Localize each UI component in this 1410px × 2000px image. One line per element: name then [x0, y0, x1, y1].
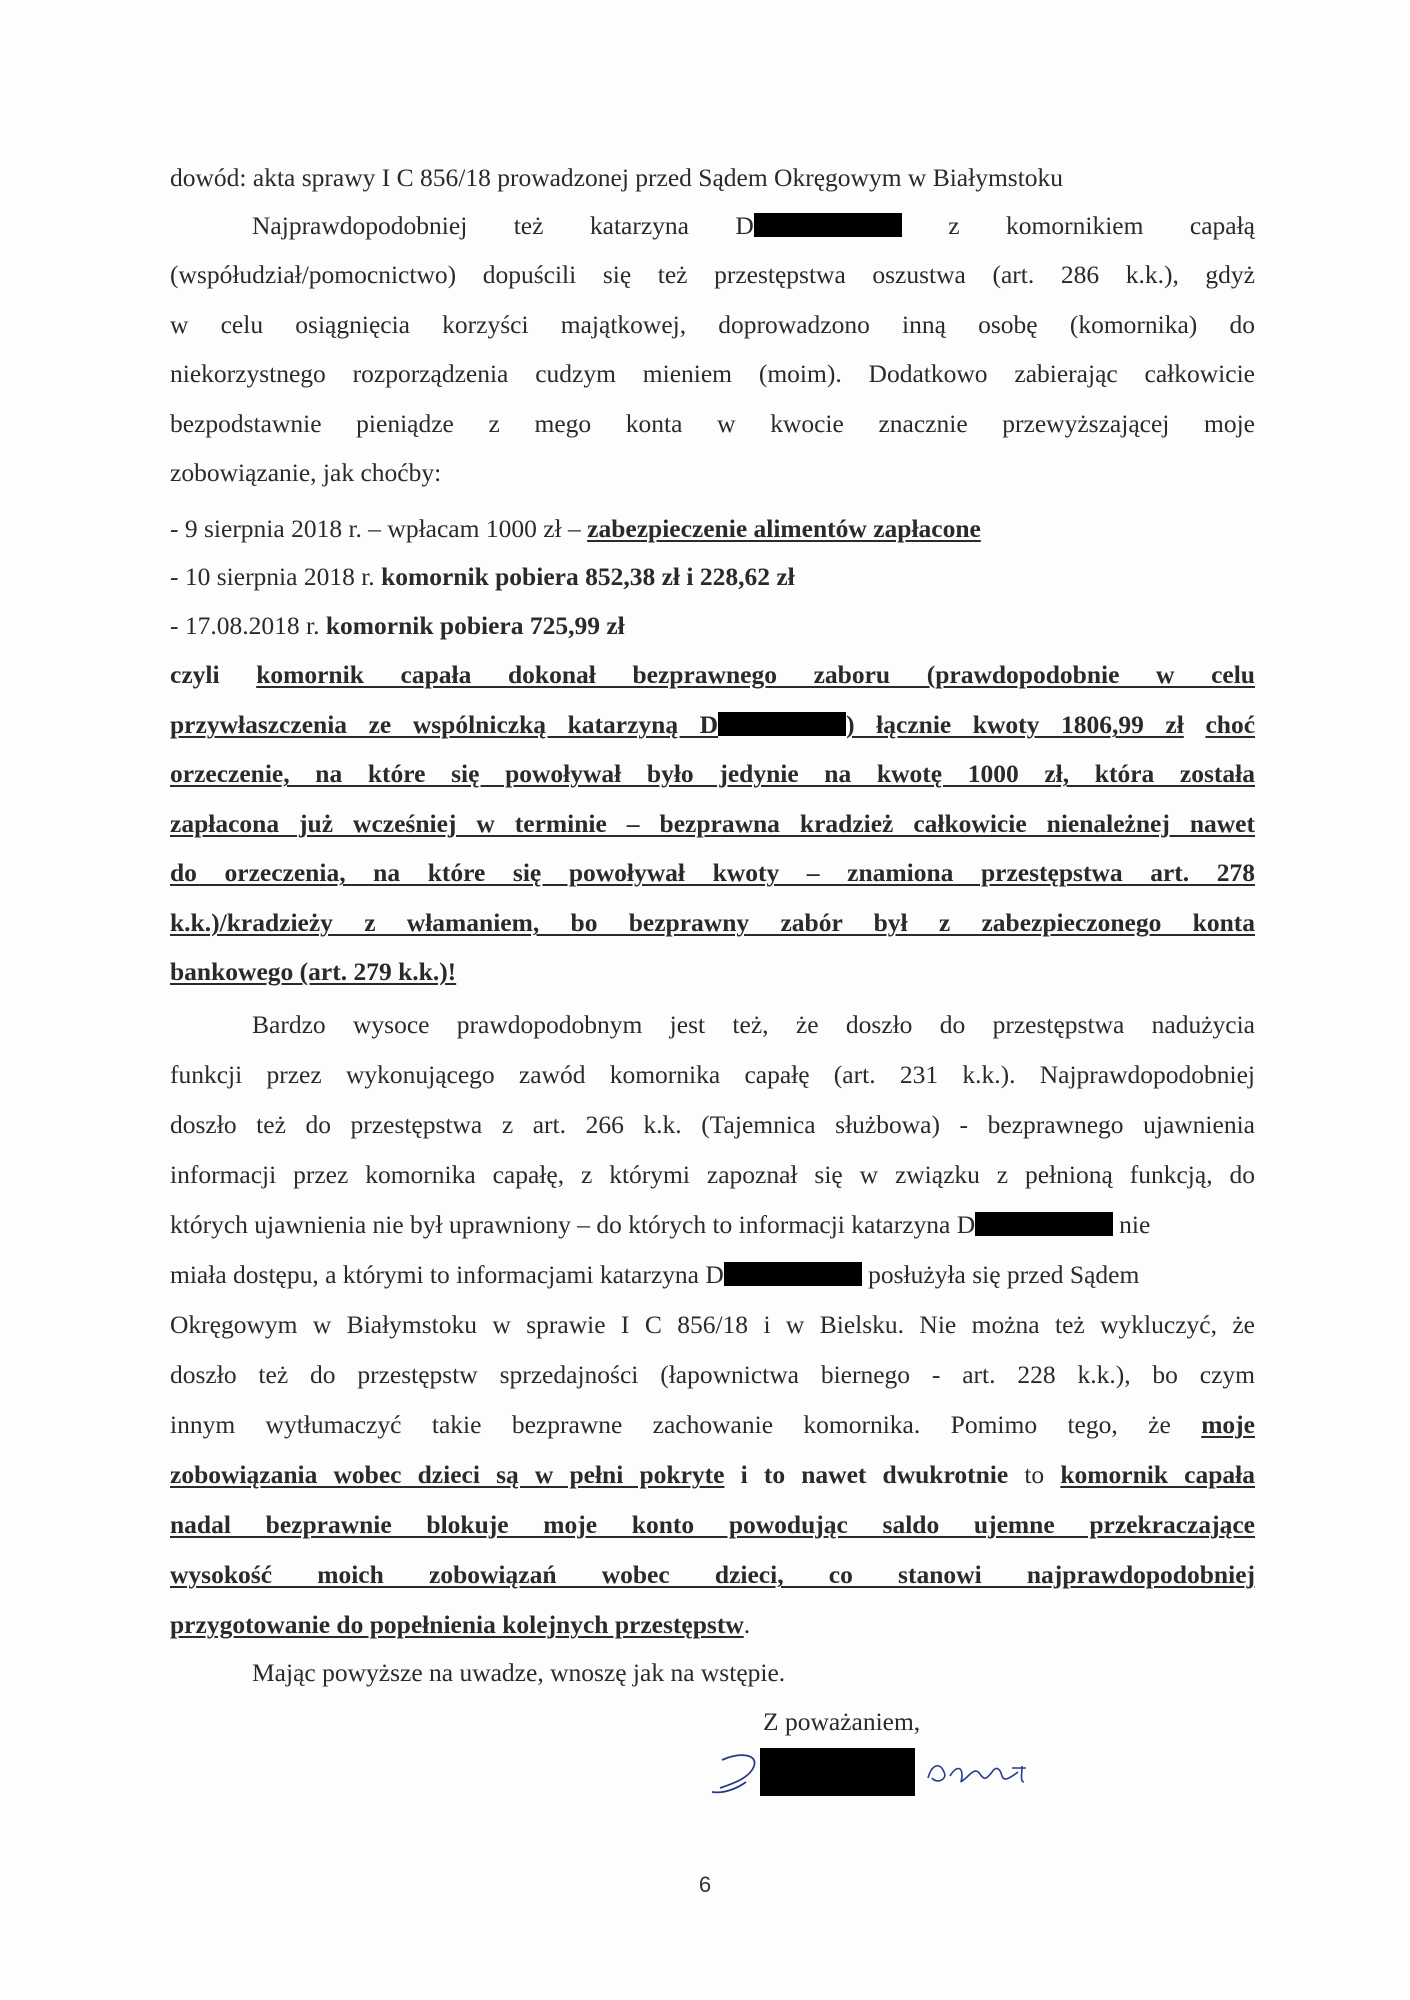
paragraph-line	[170, 1060, 1255, 1090]
text-segment: Najprawdopodobniej też katarzyna D	[252, 211, 754, 240]
text-segment: nie	[1119, 1210, 1151, 1239]
text-segment: zabezpieczenie alimentów zapłacone	[587, 514, 981, 543]
text-segment: zobowiązanie, jak choćby:	[170, 458, 442, 487]
evidence-line	[170, 163, 1255, 193]
text-segment: zapłacona już wcześniej w terminie – bezprawna kradzież całkowicie nienależnej nawet	[170, 809, 1255, 838]
text-segment: w celu osiągnięcia korzyści majątkowej, doprowadzono inną osobę (komornika) do	[170, 310, 1255, 339]
handwritten-signature-icon	[700, 1738, 1100, 1808]
page-number: 6	[698, 1872, 712, 1897]
paragraph-line	[170, 1410, 1255, 1440]
text-segment: miała dostępu, a którymi to informacjami katarzyna D	[170, 1260, 724, 1289]
paragraph-line	[170, 1160, 1255, 1190]
paragraph-line	[170, 759, 1255, 789]
signature	[700, 1738, 1100, 1808]
text-segment: i to nawet dwukrotnie	[724, 1460, 1009, 1489]
text-segment: przywłaszczenia ze wspólniczką katarzyną D	[170, 710, 719, 739]
paragraph-line	[170, 1610, 1255, 1640]
paragraph-line	[170, 458, 1255, 488]
paragraph-line	[170, 809, 1255, 839]
text-segment: funkcji przez wykonującego zawód komornika capałę (art. 231 k.k.). Najprawdopodobniej	[170, 1060, 1255, 1089]
paragraph-line	[170, 409, 1255, 439]
text-segment: przygotowanie do popełnienia kolejnych przestępstw	[170, 1610, 744, 1639]
closing-salutation	[763, 1707, 1163, 1737]
text-segment	[1184, 710, 1206, 739]
text-segment: (współudział/pomocnictwo) dopuścili się też przestępstwa oszustwa (art. 286 k.k.), gdyż	[170, 260, 1255, 289]
redaction-box	[724, 1262, 862, 1286]
text-segment: komornik pobiera 725,99 zł	[325, 611, 625, 640]
text-segment: doszło też do przestępstwa z art. 266 k.k. (Tajemnica służbowa) - bezprawnego ujawnienia	[170, 1110, 1255, 1139]
paragraph-line	[170, 359, 1255, 389]
text-segment: bezpodstawnie pieniądze z mego konta w kwocie znacznie przewyższającej moje	[170, 409, 1255, 438]
paragraph-line	[252, 211, 1255, 241]
text-segment: - 17.08.2018 r.	[170, 611, 326, 640]
paragraph-line	[170, 1360, 1255, 1390]
text-segment: innym wytłumaczyć takie bezprawne zachowanie komornika. Pomimo tego, że	[170, 1410, 1202, 1439]
list-item	[170, 514, 1255, 544]
paragraph-line	[252, 1010, 1255, 1040]
paragraph-line	[170, 858, 1255, 888]
text-segment: Z poważaniem,	[763, 1707, 921, 1736]
paragraph-line	[170, 1510, 1255, 1540]
redaction-box	[975, 1212, 1113, 1236]
text-segment: niekorzystnego rozporządzenia cudzym mieniem (moim). Dodatkowo zabierając całkowicie	[170, 359, 1255, 388]
text-segment: - 9 sierpnia 2018 r. – wpłacam 1000 zł –	[170, 514, 588, 543]
text-segment: choć	[1205, 710, 1256, 739]
paragraph-line	[170, 260, 1255, 290]
paragraph-line	[170, 1210, 1255, 1240]
text-segment: czyli	[170, 660, 257, 689]
text-segment: z komornikiem capałą	[901, 211, 1255, 240]
text-segment: k.k.)/kradzieży z włamaniem, bo bezprawny zabór był z zabezpieczonego konta	[170, 908, 1255, 937]
text-segment: orzeczenie, na które się powoływał było jedynie na kwotę 1000 zł, która została	[170, 759, 1255, 788]
redaction-box	[718, 712, 846, 736]
text-segment: ) łącznie kwoty 1806,99 zł	[846, 710, 1184, 739]
paragraph-line	[170, 1260, 1255, 1290]
text-segment: dowód: akta sprawy I C 856/18 prowadzonej przed Sądem Okręgowym w Białymstoku	[170, 163, 1064, 192]
text-segment: nadal bezprawnie blokuje moje konto powodując saldo ujemne przekraczające	[170, 1510, 1255, 1539]
paragraph-line	[170, 1460, 1255, 1490]
redaction-box	[754, 213, 902, 237]
text-segment: komornik pobiera 852,38 zł i 228,62 zł	[381, 562, 795, 591]
list-item	[170, 562, 1255, 592]
text-segment: - 10 sierpnia 2018 r.	[170, 562, 382, 591]
text-segment: do orzeczenia, na które się powoływał kwoty – znamiona przestępstwa art. 278	[170, 858, 1255, 887]
paragraph-line	[170, 1310, 1255, 1340]
text-segment: .	[743, 1610, 751, 1639]
list-item	[170, 611, 1255, 641]
paragraph-line	[170, 1560, 1255, 1590]
paragraph-line	[170, 710, 1255, 740]
closing-paragraph	[252, 1658, 1255, 1688]
paragraph-line	[170, 310, 1255, 340]
text-segment: wysokość moich zobowiązań wobec dzieci, co stanowi najprawdopodobniej	[170, 1560, 1255, 1589]
paragraph-line	[170, 660, 1255, 690]
paragraph-line	[170, 1110, 1255, 1140]
text-segment: Okręgowym w Białymstoku w sprawie I C 856/18 i w Bielsku. Nie można też wykluczyć, że	[170, 1310, 1255, 1339]
text-segment: zobowiązania wobec dzieci są w pełni pokryte	[170, 1460, 725, 1489]
text-segment: Mając powyższe na uwadze, wnoszę jak na wstępie.	[252, 1658, 786, 1687]
text-segment: posłużyła się przed Sądem	[861, 1260, 1140, 1289]
paragraph-line	[170, 908, 1255, 938]
text-segment: komornik capała	[1060, 1460, 1256, 1489]
text-segment: doszło też do przestępstw sprzedajności (łapownictwa biernego - art. 228 k.k.), bo czym	[170, 1360, 1255, 1389]
text-segment: moje	[1201, 1410, 1255, 1439]
text-segment: których ujawnienia nie był uprawniony – do których to informacji katarzyna D	[170, 1210, 976, 1239]
text-segment: to	[1008, 1460, 1061, 1489]
text-segment: informacji przez komornika capałę, z którymi zapoznał się w związku z pełnioną funkcją, do	[170, 1160, 1255, 1189]
paragraph-line	[170, 957, 1255, 987]
text-segment: bankowego (art. 279 k.k.)!	[170, 957, 457, 986]
text-segment: Bardzo wysoce prawdopodobnym jest też, że doszło do przestępstwa nadużycia	[252, 1010, 1255, 1039]
text-segment: komornik capała dokonał bezprawnego zaboru (prawdopodobnie w celu	[256, 660, 1255, 689]
